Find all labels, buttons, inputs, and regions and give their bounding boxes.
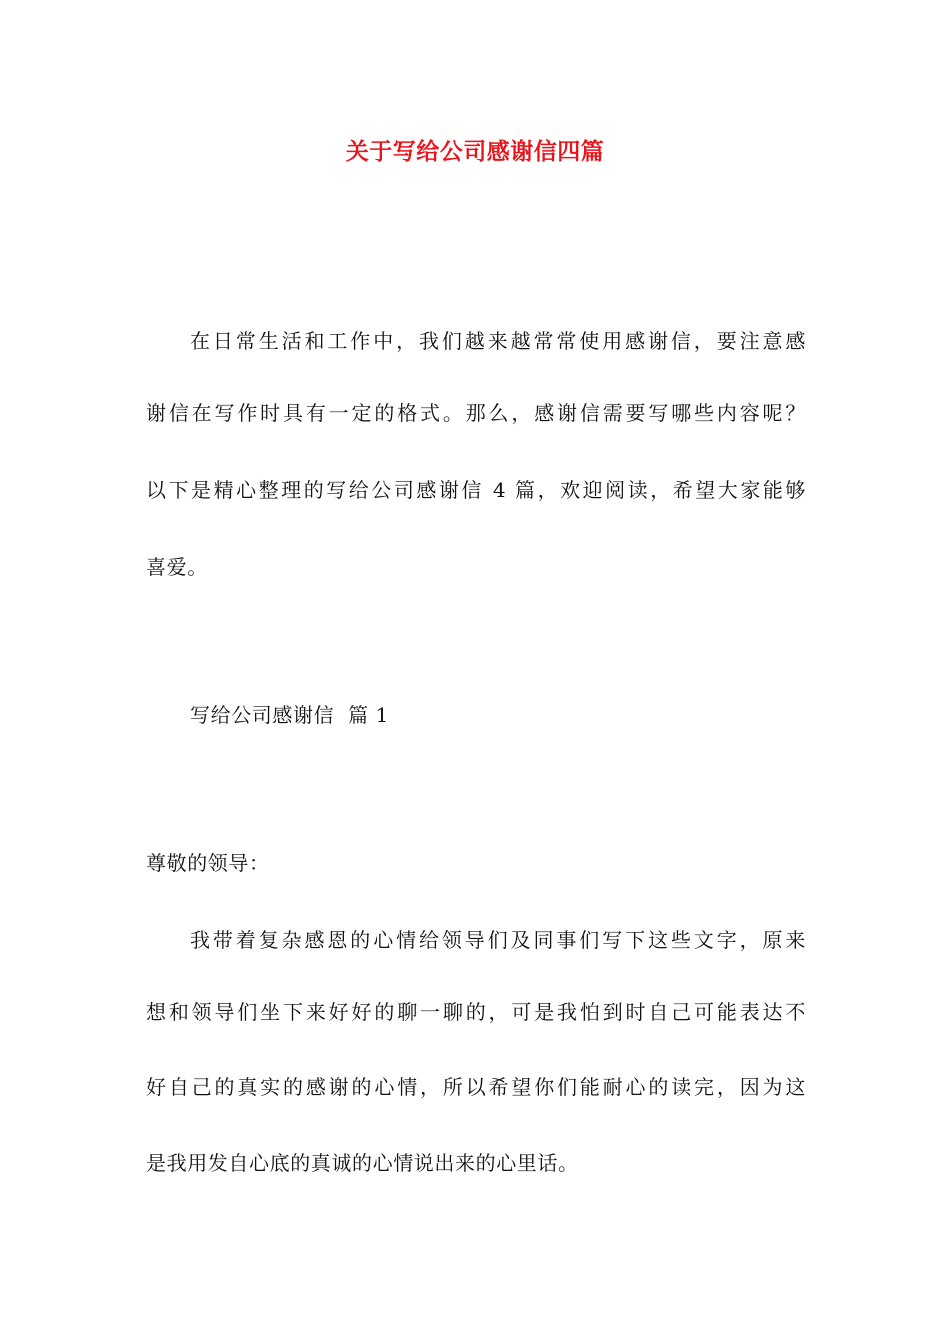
body-line-1: 我带着复杂感恩的心情给领导们及同事们写下这些文字，原来 <box>190 928 806 952</box>
intro-line-1: 在日常生活和工作中，我们越来越常常使用感谢信，要注意感 <box>190 329 806 353</box>
salutation: 尊敬的领导： <box>146 851 270 875</box>
section-heading: 写给公司感谢信 篇 1 <box>190 703 389 727</box>
intro-line-2: 谢信在写作时具有一定的格式。那么，感谢信需要写哪些内容呢？ <box>146 401 806 425</box>
intro-line-3: 以下是精心整理的写给公司感谢信 4 篇，欢迎阅读，希望大家能够 <box>146 478 806 502</box>
document-title: 关于写给公司感谢信四篇 <box>345 138 605 165</box>
intro-line-4: 喜爱。 <box>146 555 208 579</box>
body-line-4: 是我用发自心底的真诚的心情说出来的心里话。 <box>146 1151 579 1175</box>
body-line-2: 想和领导们坐下来好好的聊一聊的，可是我怕到时自己可能表达不 <box>146 1000 806 1024</box>
body-line-3: 好自己的真实的感谢的心情，所以希望你们能耐心的读完，因为这 <box>146 1075 806 1099</box>
